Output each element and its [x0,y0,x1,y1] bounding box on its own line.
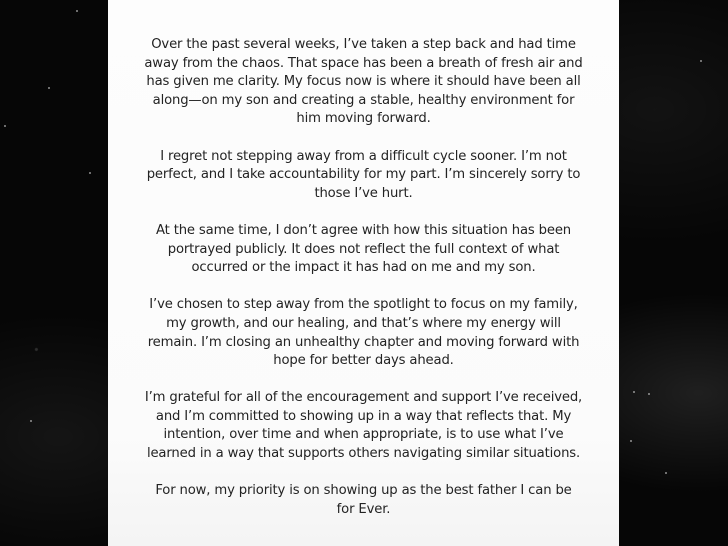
text-line: has given me clarity. My focus now is where it should have been all [146,74,581,90]
background-speck [89,172,91,174]
paragraph-3 [108,222,619,278]
text-line: for Ever. [336,501,391,517]
background-speck [48,87,50,89]
paragraph-4 [108,296,619,370]
text-line: I’ve chosen to step away from the spotlight to focus on my family, [149,297,578,313]
text-line: those I’ve hurt. [314,185,413,201]
statement-paper [108,0,619,546]
background-speck [76,10,78,12]
background-speck [633,391,635,393]
text-line: portrayed publicly. It does not reflect the full context of what [167,241,560,257]
background-speck [4,125,6,127]
paragraph-6 [108,482,619,519]
background-speck [700,60,702,62]
background-speck [30,420,32,422]
text-line: and I’m committed to showing up in a way that reflects that. My [155,408,572,424]
paragraph-1 [108,36,619,129]
text-line: occurred or the impact it has had on me and my son. [191,260,536,276]
background-speck [665,472,667,474]
text-line: intention, over time and when appropriate, is to use what I’ve [163,427,564,443]
background-speck [630,440,632,442]
text-line: my growth, and our healing, and that’s where my energy will [166,315,561,331]
text-line: At the same time, I don’t agree with how this situation has been [156,222,571,238]
text-line: I’m grateful for all of the encouragement and support I’ve received, [144,390,583,406]
text-line: perfect, and I take accountability for my part. I’m sincerely sorry to [146,167,581,183]
text-line: along—on my son and creating a stable, healthy environment for [152,92,575,108]
text-line: away from the chaos. That space has been a breath of fresh air and [144,55,583,71]
text-line: I regret not stepping away from a difficult cycle sooner. I’m not [160,148,567,164]
statement-body [108,36,619,538]
text-line: remain. I’m closing an unhealthy chapter and moving forward with [147,334,580,350]
text-line: For now, my priority is on showing up as the best father I can be [155,483,572,499]
text-line: Over the past several weeks, I’ve taken a step back and had time [151,37,576,52]
text-line: him moving forward. [296,111,431,127]
text-line: learned in a way that supports others navigating similar situations. [146,446,581,462]
background-speck [648,393,650,395]
paragraph-5 [108,389,619,463]
paragraph-2 [108,148,619,204]
text-line: hope for better days ahead. [273,353,454,369]
